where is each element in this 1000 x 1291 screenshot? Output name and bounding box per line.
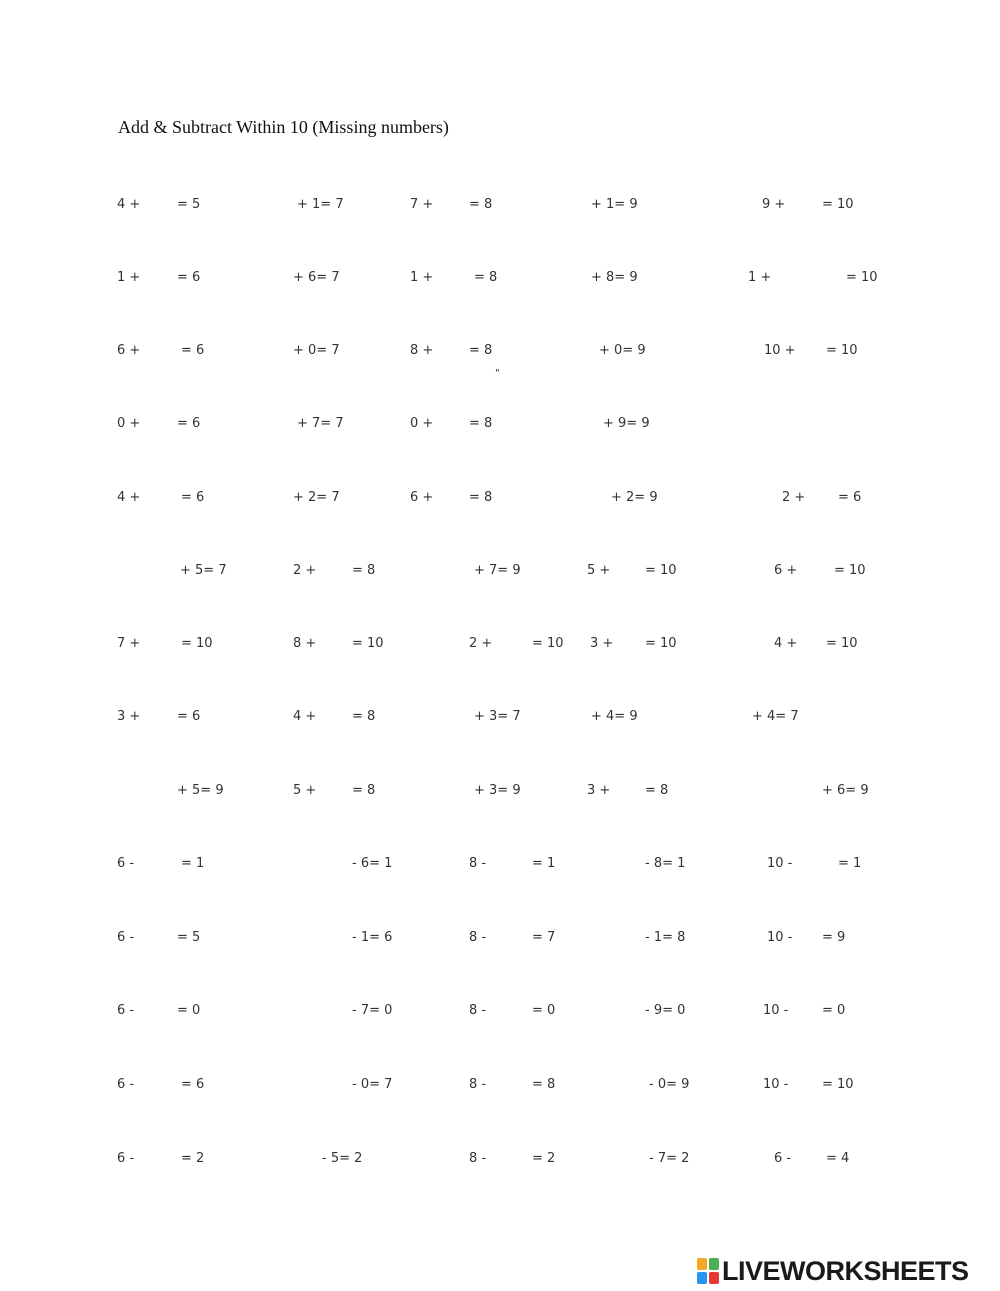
problem-text: 4 + xyxy=(117,197,141,212)
problem-text: 5 + xyxy=(587,563,611,578)
logo-icon xyxy=(697,1258,719,1284)
problem-text: = 1 xyxy=(532,856,556,871)
problem-text: + 3= 7 xyxy=(474,709,521,724)
problem-text: 5 + xyxy=(293,783,317,798)
problem-text: = 6 xyxy=(181,343,205,358)
problem-text: - 8= 1 xyxy=(645,856,686,871)
problem-text: 2 + xyxy=(293,563,317,578)
problem-text: = 10 xyxy=(532,636,564,651)
problem-text: = 8 xyxy=(469,490,493,505)
problem-text: = 0 xyxy=(532,1003,556,1018)
worksheet-title: Add & Subtract Within 10 (Missing numbers) xyxy=(118,117,449,137)
problem-text: + 8= 9 xyxy=(591,270,638,285)
problem-text: = 6 xyxy=(177,270,201,285)
problem-text: 4 + xyxy=(293,709,317,724)
problem-text: + 9= 9 xyxy=(603,416,650,431)
problem-text: = 10 xyxy=(834,563,866,578)
problem-text: 8 + xyxy=(293,636,317,651)
problem-text: = 5 xyxy=(177,930,201,945)
problem-text: = 1 xyxy=(838,856,862,871)
problem-text: - 1= 6 xyxy=(352,930,393,945)
problem-text: 8 - xyxy=(469,930,487,945)
problem-text: = 10 xyxy=(826,636,858,651)
problem-text: - 6= 1 xyxy=(352,856,393,871)
problem-text: 4 + xyxy=(774,636,798,651)
problem-text: = 6 xyxy=(838,490,862,505)
problem-text: 8 - xyxy=(469,1077,487,1092)
problem-text: - 0= 9 xyxy=(649,1077,690,1092)
problem-text: 2 + xyxy=(782,490,806,505)
problem-text: + 2= 7 xyxy=(293,490,340,505)
problem-text: - 1= 8 xyxy=(645,930,686,945)
problem-text: + 2= 9 xyxy=(611,490,658,505)
problem-text: = 7 xyxy=(532,930,556,945)
problem-text: = 8 xyxy=(474,270,498,285)
problem-text: 7 + xyxy=(117,636,141,651)
problem-text: 3 + xyxy=(587,783,611,798)
problem-text: 6 - xyxy=(117,1077,135,1092)
problem-text: = 4 xyxy=(826,1151,850,1166)
problem-text: 10 - xyxy=(767,856,793,871)
problem-text: - 5= 2 xyxy=(322,1151,363,1166)
problem-text: 8 + xyxy=(410,343,434,358)
problem-text: = 2 xyxy=(181,1151,205,1166)
stray-mark: " xyxy=(495,368,500,379)
problem-text: 0 + xyxy=(410,416,434,431)
problem-text: - 7= 2 xyxy=(649,1151,690,1166)
problem-text: = 6 xyxy=(177,416,201,431)
problem-text: 8 - xyxy=(469,1151,487,1166)
problem-text: 10 - xyxy=(767,930,793,945)
problem-text: = 8 xyxy=(469,416,493,431)
problem-text: 6 - xyxy=(117,930,135,945)
problem-text: 6 + xyxy=(117,343,141,358)
problem-text: 0 + xyxy=(117,416,141,431)
problem-text: 8 - xyxy=(469,856,487,871)
problem-text: = 0 xyxy=(822,1003,846,1018)
problem-text: = 10 xyxy=(822,1077,854,1092)
problem-text: = 8 xyxy=(469,343,493,358)
problem-text: 10 + xyxy=(764,343,796,358)
problem-text: 4 + xyxy=(117,490,141,505)
problem-text: = 0 xyxy=(177,1003,201,1018)
problem-text: 9 + xyxy=(762,197,786,212)
problem-text: 6 - xyxy=(774,1151,792,1166)
problem-text: + 4= 7 xyxy=(752,709,799,724)
problem-text: 6 - xyxy=(117,1151,135,1166)
problem-text: = 8 xyxy=(645,783,669,798)
problem-text: = 10 xyxy=(645,563,677,578)
problem-text: + 5= 7 xyxy=(180,563,227,578)
problem-text: + 5= 9 xyxy=(177,783,224,798)
problem-text: - 7= 0 xyxy=(352,1003,393,1018)
problem-text: 10 - xyxy=(763,1003,789,1018)
problem-text: = 8 xyxy=(532,1077,556,1092)
problem-text: 7 + xyxy=(410,197,434,212)
logo-text: LIVEWORKSHEETS xyxy=(722,1255,969,1286)
problem-text: 6 + xyxy=(410,490,434,505)
problem-text: + 7= 9 xyxy=(474,563,521,578)
problem-text: 8 - xyxy=(469,1003,487,1018)
problem-text: 6 + xyxy=(774,563,798,578)
problem-text: 6 - xyxy=(117,856,135,871)
problem-text: 1 + xyxy=(748,270,772,285)
problem-text: 3 + xyxy=(117,709,141,724)
problem-text: + 1= 7 xyxy=(297,197,344,212)
problem-text: + 0= 7 xyxy=(293,343,340,358)
problem-text: = 10 xyxy=(826,343,858,358)
problem-text: 2 + xyxy=(469,636,493,651)
problem-text: + 4= 9 xyxy=(591,709,638,724)
problem-text: 1 + xyxy=(117,270,141,285)
problem-text: = 10 xyxy=(846,270,878,285)
problem-text: = 2 xyxy=(532,1151,556,1166)
problem-text: = 8 xyxy=(469,197,493,212)
problem-text: - 0= 7 xyxy=(352,1077,393,1092)
problem-text: 1 + xyxy=(410,270,434,285)
problem-text: = 10 xyxy=(645,636,677,651)
problem-text: + 7= 7 xyxy=(297,416,344,431)
problem-text: = 6 xyxy=(177,709,201,724)
problem-text: + 6= 9 xyxy=(822,783,869,798)
problem-text: + 0= 9 xyxy=(599,343,646,358)
problem-text: 10 - xyxy=(763,1077,789,1092)
problem-text: - 9= 0 xyxy=(645,1003,686,1018)
problem-text: = 9 xyxy=(822,930,846,945)
problem-text: = 5 xyxy=(177,197,201,212)
problem-text: = 1 xyxy=(181,856,205,871)
problem-text: = 8 xyxy=(352,709,376,724)
problem-text: = 10 xyxy=(352,636,384,651)
problem-text: = 6 xyxy=(181,1077,205,1092)
problem-text: = 10 xyxy=(822,197,854,212)
problem-text: 3 + xyxy=(590,636,614,651)
liveworksheets-logo xyxy=(697,1255,969,1287)
problem-text: = 8 xyxy=(352,783,376,798)
problem-text: + 3= 9 xyxy=(474,783,521,798)
problem-text: = 6 xyxy=(181,490,205,505)
problem-text: + 6= 7 xyxy=(293,270,340,285)
problem-text: 6 - xyxy=(117,1003,135,1018)
problem-text: + 1= 9 xyxy=(591,197,638,212)
problem-text: = 8 xyxy=(352,563,376,578)
problem-text: = 10 xyxy=(181,636,213,651)
